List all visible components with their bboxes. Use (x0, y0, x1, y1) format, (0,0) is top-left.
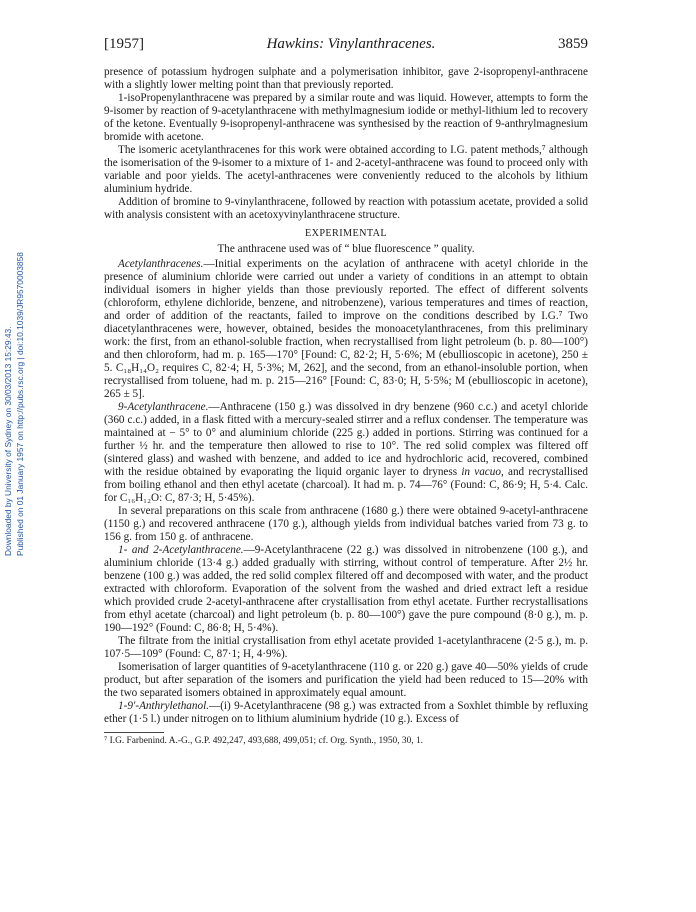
footnote: ⁷ I.G. Farbenind. A.-G., G.P. 492,247, 493,688, 499,051; cf. Org. Synth., 1950, 30, 1. (104, 736, 423, 746)
running-header (104, 36, 588, 62)
paragraph-text: —Initial experiments on the acylation of anthracene with acetyl chloride in the presence of aluminium chloride were carried out under a variety of conditions in an attempt to obtain individual isomers in higher yields than those previously reported. The effect of different solvents (chloroform, ethylene dichloride, benzene, and nitrobenzene), various temperatures and times of reaction, and order of addition of the reactants, failed to improve on the conditions described by I.G.⁷ Two diacetylanthracenes were, however, obtained, besides the monoacetylanthracenes, from this preliminary work: the first, from an ethanol-soluble fraction, when recrystallised from light petroleum (b. p. 80—100°) and then chloroform, had m. p. 165—170° [Found: C, 82·2; H, 5·6%; M (ebullioscopic in acetone), 250 ± 5. C₁₈H₁₄O₂ requires C, 82·4; H, 5·3%; M, 262], and the second, from an ethanol-insoluble portion, when recrystallised from toluene, had m. p. 215—216° [Found: C, 83·0; H, 5·5%; M (ebullioscopic in acetone), 265 ± 5]. (104, 258, 588, 400)
paragraph: In several preparations on this scale from anthracene (1680 g.) there were obtained 9-acetyl-anthracene (1150 g.) and recovered anthracene (170 g.), although yields from individual batches varied from 73 g. to 156 g. from 150 g. of anthracene. (104, 505, 588, 543)
paragraph: presence of potassium hydrogen sulphate and a polymerisation inhibitor, gave 2-isopropenyl-anthracene with a slightly lower melting point than that previously reported. (104, 66, 588, 91)
header-page-number: 3859 (557, 36, 588, 52)
intro-line: The anthracene used was of “ blue fluorescence ” quality. (217, 243, 475, 255)
footnote-divider (104, 732, 164, 733)
paragraph-text: , and recrystallised from boiling ethanol and then ethyl acetate (charcoal). It had m. p. 74—76° (Found: C, 86·9; H, 5·4. Calc. for C₁₆H₁₂O: C, 87·3; H, 5·45%). (104, 466, 588, 504)
in-vacuo: in vacuo (461, 466, 501, 478)
paragraph: Addition of bromine to 9-vinylanthracene, followed by reaction with potassium acetate, provided a solid with analysis consistent with an acetoxyvinylanthracene structure. (104, 196, 588, 221)
download-notice: Downloaded by University of Sydney on 30/03/2013 15:29:43. (3, 326, 13, 556)
paragraph: The filtrate from the initial crystallisation from ethyl acetate provided 1-acetylanthracene (2·5 g.), m. p. 107·5—109° (Found: C, 87·1; H, 4·9%). (104, 635, 588, 660)
run-in-title: Acetylanthracenes. (118, 258, 204, 270)
nine-acetylanthracene-paragraph (104, 401, 588, 505)
paragraph-text: —(i) 9-Acetylanthracene (98 g.) was extracted from a Soxhlet thimble by refluxing ether (1·5 l.) under nitrogen on to lithium aluminium hydride (10 g.). Excess of (104, 700, 588, 725)
publication-notice[interactable]: Published on 01 January 1957 on http://pubs.rsc.org | doi:10.1039/JR9570003858 (15, 252, 25, 556)
paragraph: Isomerisation of larger quantities of 9-acetylanthracene (110 g. or 220 g.) gave 40—50% yields of crude product, but after separation of the isomers and purification the yield had been reduced to 15—20% with the two separated isomers obtained in approximately equal amount. (104, 661, 588, 699)
run-in-title: 1- and 2-Acetylanthracene. (118, 544, 244, 556)
page-body (104, 36, 588, 747)
header-year: [1957] (104, 36, 144, 52)
anthrylethanol-paragraph (104, 700, 588, 726)
paragraph-text: —Anthracene (150 g.) was dissolved in dry benzene (960 c.c.) and acetyl chloride (360 c.c.) added, in a flask fitted with a mercury-sealed stirrer and a reflux condenser. The temperature was maintained at − 5° to 0° and aluminium chloride (225 g.) added in portions. Stirring was continued for a further ½ hr. and the temperature then allowed to rise to 10°. The red solid complex was filtered off (sintered glass) and washed with benzene, and added to ice and hydrochloric acid, recovered, combined with the residue obtained by evaporating the liquid organic layer to dryness (104, 401, 588, 478)
run-in-title: 1-9′-Anthrylethanol. (118, 700, 209, 712)
paragraph: The isomeric acetylanthracenes for this work were obtained according to I.G. patent methods,⁷ although the isomerisation of the 9-isomer to a mixture of 1- and 2-acetyl-anthracene was found to proceed only with variable and poor yields. The acetyl-anthracenes were conveniently reduced to the alcohols by lithium aluminium hydride. (104, 144, 588, 195)
header-title: Hawkins: Vinylanthracenes. (266, 36, 436, 52)
one-two-acetylanthracene-paragraph (104, 544, 588, 635)
run-in-title: 9-Acetylanthracene. (118, 401, 209, 413)
paragraph: 1-isoPropenylanthracene was prepared by a similar route and was liquid. However, attempts to form the 9-isomer by reaction of 9-acetylanthracene with methylmagnesium iodide or methyl-lithium led to recovery of the ketone. Eventually 9-isopropenyl-anthracene was synthesised by the reaction of 9-anthrylmagnesium bromide with acetone. (104, 92, 588, 143)
acetylanthracenes-paragraph (104, 258, 588, 401)
paragraph-text: —9-Acetylanthracene (22 g.) was dissolved in nitrobenzene (100 g.), and aluminium chloride (13·4 g.) added gradually with stirring, without control of temperature. After 2½ hr. benzene (100 g.) was added, the red solid complex filtered off and decomposed with water, and the product extracted with chloroform. Evaporation of the solvent from the washed and dried extract left a residue which provided crude 2-acetyl-anthracene after crystallisation from ethyl acetate. Further recrystallisations from ethyl acetate (charcoal) and light petroleum (b. p. 80—100°) gave the pure compound (8·0 g.), m. p. 190—192° (Found: C, 86·8; H, 5·4%). (104, 544, 589, 634)
section-heading: EXPERIMENTAL (304, 228, 388, 239)
